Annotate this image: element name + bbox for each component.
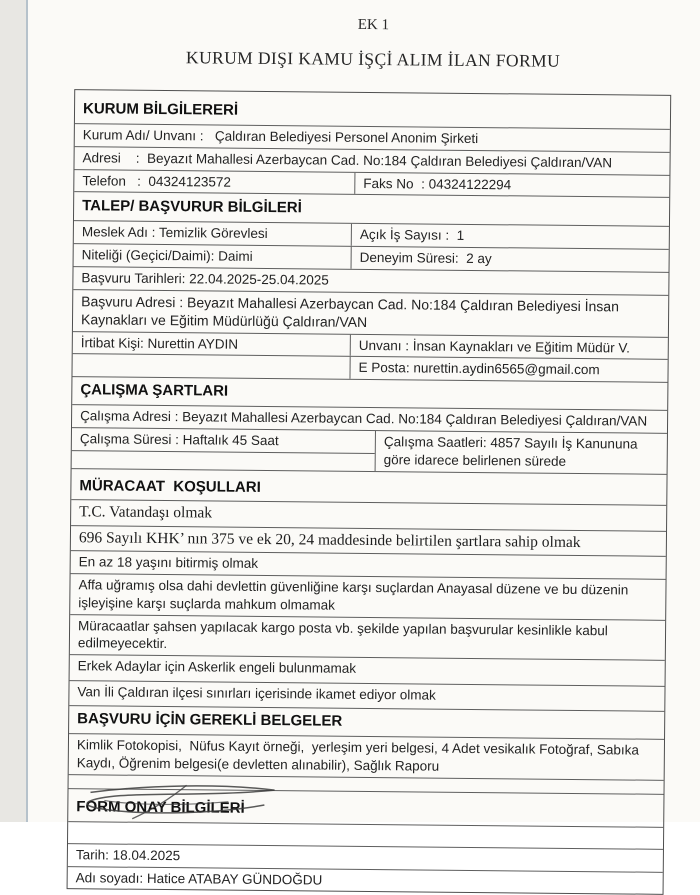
- condition-text: Erkek Adaylar için Askerlik engeli bulunmamak: [77, 658, 357, 677]
- row-calisma-sure-saat: [72, 427, 667, 473]
- section-heading-text: FORM ONAY BİLGİLERİ: [76, 797, 245, 817]
- deneyim-value: Deneyim Süresi: 2 ay: [351, 247, 669, 272]
- condition-text: 696 Sayılı KHK’ nın 375 ve ek 20, 24 maddesinde belirtilen şartlara sahip olmak: [78, 528, 581, 551]
- nitelik-value: Niteliği (Geçici/Daimi): Daimi: [81, 247, 253, 264]
- row-basvuru-adresi: [73, 289, 668, 337]
- condition-text: T.C. Vatandaşı olmak: [79, 503, 213, 522]
- section-heading-text: ÇALIŞMA ŞARTLARI: [80, 381, 229, 400]
- faks-value: Faks No : 04324122294: [354, 172, 669, 197]
- form-title: KURUM DIŞI KAMU İŞÇİ ALIM İLAN FORMU: [185, 47, 561, 71]
- signature-scrawl: [68, 780, 338, 825]
- condition-text: En az 18 yaşını bitirmiş olmak: [78, 554, 259, 572]
- condition-text: Affa uğramış olsa dahi devlettin güvenliğine karşı suçlardan Anayasal düzene ve bu düzenin işleyişine karşı suçlarda mahkum olmamak: [78, 577, 633, 613]
- section-heading-text: MÜRACAAT KOŞULLARI: [79, 476, 261, 496]
- section-heading-calisma: [72, 376, 667, 410]
- condition-row: [70, 573, 665, 619]
- meslek-value: Meslek Adı : Temizlik Görevlesi: [81, 224, 268, 242]
- section-heading-belgeler: [69, 705, 664, 739]
- eposta-value: E Posta: nurettin.aydin6565@gmail.com: [349, 357, 667, 382]
- section-heading-talep: [74, 192, 669, 227]
- kurum-adi-value: Kurum Adı/ Unvanı : Çaldıran Belediyesi Personel Anonim Şirketi: [82, 127, 479, 147]
- empty-cell: [72, 451, 375, 471]
- telefon-value: Telefon : 04324123572: [82, 172, 232, 190]
- adresi-value: Adresi : Beyazıt Mahallesi Azerbaycan Cad. No:184 Çaldıran Belediyesi Çaldıran/VAN: [82, 150, 613, 171]
- unvan-value: Unvanı : İnsan Kaynakları ve Eğitim Müdür V.: [350, 334, 668, 359]
- belgeler-text: Kimlik Fotokopisi, Nüfus Kayıt örneği, yerleşim yeri belgesi, 4 Adet vesikalık Fotoğraf, Sabıka Kaydı, Öğrenim belgesi(e devletten alınabilir), Sağlık Raporu: [76, 737, 643, 774]
- form-table: [67, 89, 672, 895]
- section-heading-muracaat: [71, 468, 666, 506]
- row-belgeler: [69, 733, 664, 779]
- calisma-suresi-cell: [72, 428, 375, 471]
- section-heading-text: BAŞVURU İÇİN GEREKLİ BELGELER: [77, 710, 343, 731]
- basvuru-tarihleri-value: Başvuru Tarihleri: 22.04.2025-25.04.2025: [81, 270, 329, 288]
- condition-text: Van İli Çaldıran ilçesi sınırları içerisinde ikamet ediyor olmak: [77, 684, 436, 703]
- section-heading-kurum: [75, 90, 670, 129]
- calisma-saatleri-value: Çalışma Saatleri: 4857 Sayılı İş Kanununa göre idarece belirlenen sürede: [375, 431, 667, 473]
- adi-soyadi-value: Adı soyadı: Hatice ATABAY GÜNDOĞDU: [75, 869, 323, 888]
- section-heading-text: KURUM BİLGİLERERİ: [82, 100, 239, 119]
- calisma-adresi-value: Çalışma Adresi : Beyazıt Mahallesi Azerbaycan Cad. No:184 Çaldıran Belediyesi Çaldıran/VAN: [80, 408, 648, 429]
- condition-row: [70, 614, 665, 660]
- condition-text: Müracaatlar şahsen yapılacak kargo posta vb. şekilde yapılan başvurular kesinlikle kabul edilmeyecektir.: [77, 617, 612, 652]
- section-heading-text: TALEP/ BAŞVURUR BİLGİLERİ: [82, 197, 302, 217]
- acik-is-value: Açık İş Sayısı : 1: [351, 224, 669, 249]
- calisma-suresi-value: Çalışma Süresi : Haftalık 45 Saat: [72, 428, 375, 454]
- irtibat-value: İrtibat Kişi: Nurettin AYDIN: [80, 334, 239, 352]
- attachment-label: EK 1: [357, 16, 390, 34]
- basvuru-adresi-value: Başvuru Adresi : Beyazıt Mahallesi Azerbaycan Cad. No:184 Çaldıran Belediyesi İnsan Kaynakları ve Eğitim Müdürlüğü Çaldıran/VAN: [80, 292, 623, 331]
- tarih-value: Tarih: 18.04.2025: [75, 846, 181, 863]
